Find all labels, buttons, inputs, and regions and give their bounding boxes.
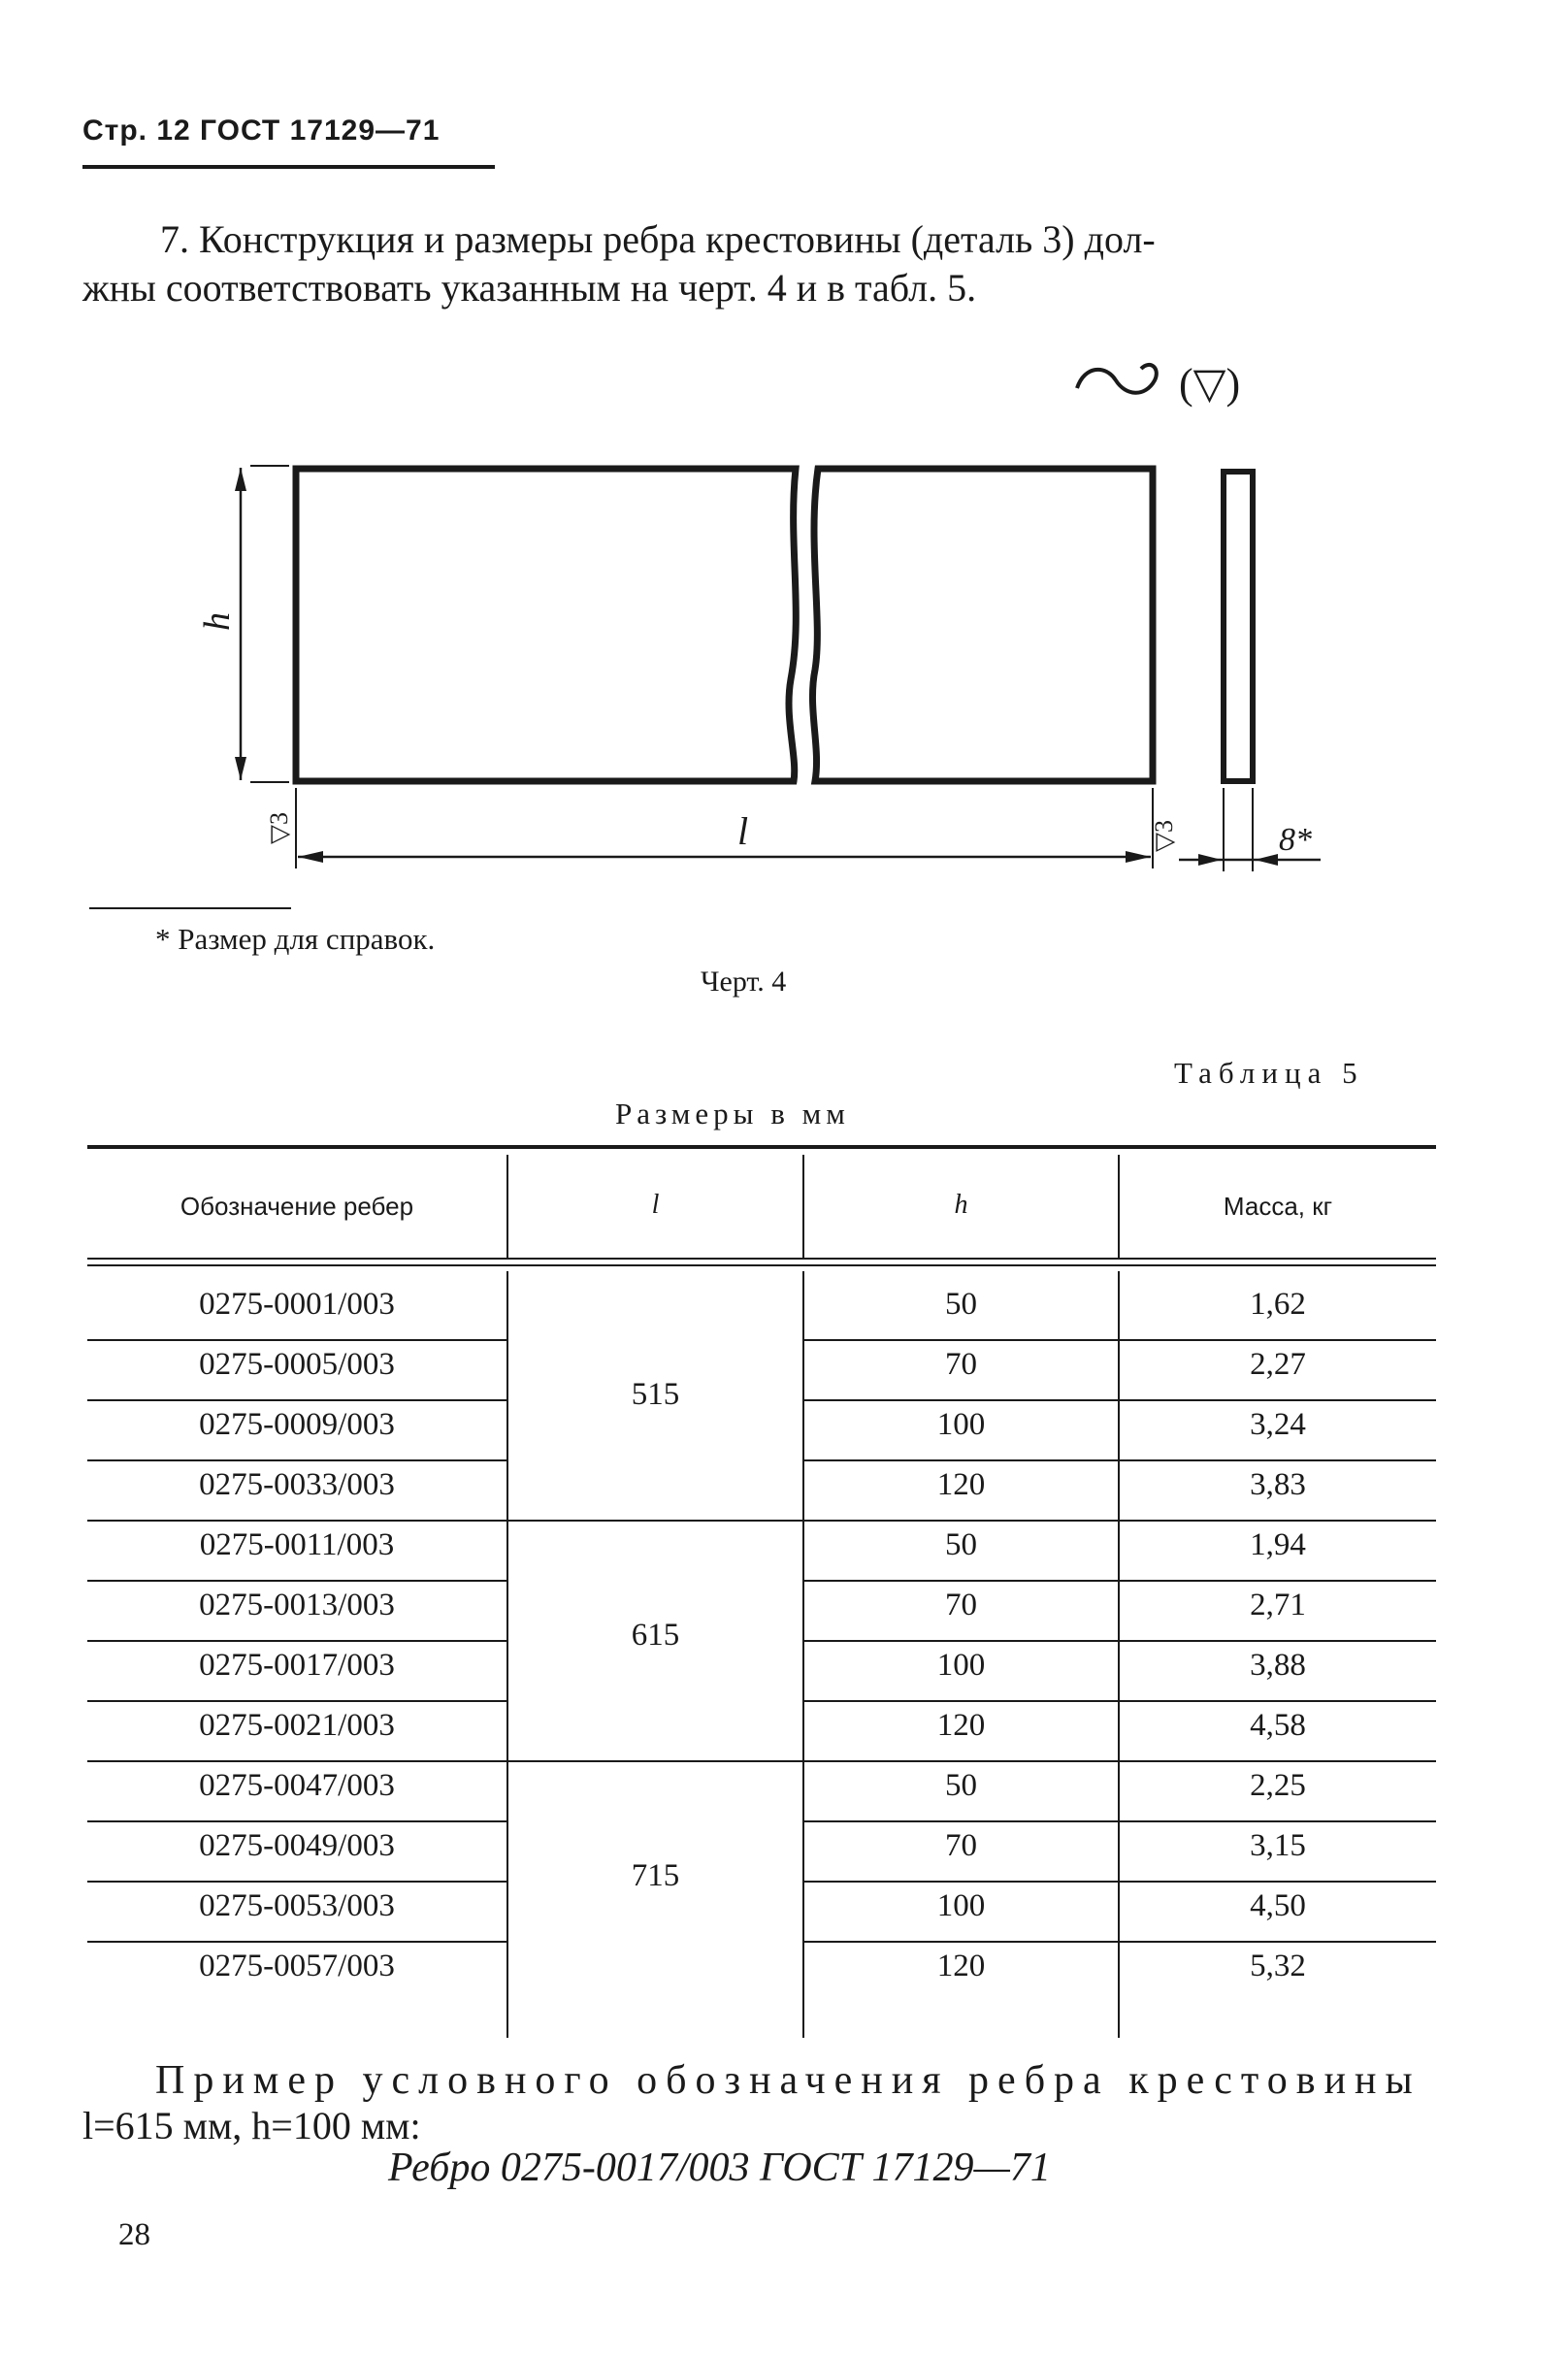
rib-mass: 3,83 bbox=[1250, 1467, 1306, 1502]
rib-mass: 4,58 bbox=[1250, 1708, 1306, 1743]
rib-designation: 0275-0009/003 bbox=[199, 1407, 395, 1442]
technical-drawing bbox=[0, 330, 1568, 902]
plate-left-part bbox=[296, 469, 796, 781]
rib-designation: 0275-0021/003 bbox=[199, 1708, 395, 1743]
thickness-label: 8* bbox=[1279, 822, 1312, 858]
rib-height: 70 bbox=[945, 1588, 977, 1622]
rib-height: 120 bbox=[936, 1708, 986, 1743]
roughness-left-label: ▽3 bbox=[265, 812, 293, 844]
rib-mass: 2,71 bbox=[1250, 1588, 1306, 1622]
row-rule bbox=[804, 1459, 1436, 1461]
row-rule bbox=[804, 1339, 1436, 1341]
rib-length: 715 bbox=[631, 1858, 680, 1893]
rib-height: 50 bbox=[945, 1768, 977, 1803]
group-rule bbox=[508, 1520, 802, 1522]
surface-finish-icon bbox=[1077, 365, 1157, 393]
rib-mass: 2,25 bbox=[1250, 1768, 1306, 1803]
rib-designation: 0275-0001/003 bbox=[199, 1287, 395, 1322]
example-designation: Ребро 0275-0017/003 ГОСТ 17129—71 bbox=[388, 2146, 1051, 2190]
rib-designation: 0275-0047/003 bbox=[199, 1768, 395, 1803]
rib-designation: 0275-0053/003 bbox=[199, 1888, 395, 1923]
footnote-rule bbox=[89, 907, 291, 909]
row-rule bbox=[87, 1459, 506, 1461]
plate-right-part bbox=[812, 469, 1153, 781]
footnote: * Размер для справок. bbox=[155, 922, 436, 956]
rib-mass: 1,94 bbox=[1250, 1527, 1306, 1562]
table-top-rule bbox=[87, 1145, 1436, 1149]
row-rule bbox=[804, 1580, 1436, 1582]
rib-height: 100 bbox=[936, 1407, 986, 1442]
row-rule bbox=[87, 1820, 506, 1822]
example-parameters: l=615 мм, h=100 мм: bbox=[82, 2104, 421, 2147]
row-rule bbox=[804, 1941, 1436, 1943]
rib-mass: 3,88 bbox=[1250, 1648, 1306, 1683]
rib-height: 100 bbox=[936, 1648, 986, 1683]
length-label: l bbox=[737, 809, 749, 853]
rib-height: 100 bbox=[936, 1888, 986, 1923]
rib-designation: 0275-0005/003 bbox=[199, 1347, 395, 1382]
page-number: 28 bbox=[118, 2217, 150, 2252]
paragraph-7 bbox=[82, 215, 1441, 312]
row-rule bbox=[804, 1520, 1436, 1522]
paragraph-line-2: жны соответствовать указанным на черт. 4 и в табл. 5. bbox=[82, 266, 977, 310]
rib-designation: 0275-0017/003 bbox=[199, 1648, 395, 1683]
rib-designation: 0275-0057/003 bbox=[199, 1949, 395, 1983]
paragraph-line-1: 7. Конструкция и размеры ребра крестовины (деталь 3) дол- bbox=[160, 217, 1156, 261]
row-rule bbox=[804, 1760, 1436, 1762]
header-rule-2 bbox=[87, 1264, 1436, 1266]
rib-height: 70 bbox=[945, 1347, 977, 1382]
rib-height: 120 bbox=[936, 1467, 986, 1502]
plate-side-view bbox=[1224, 472, 1253, 781]
row-rule bbox=[804, 1820, 1436, 1822]
row-rule bbox=[87, 1339, 506, 1341]
drawing-caption: Черт. 4 bbox=[701, 966, 787, 998]
row-rule bbox=[87, 1399, 506, 1401]
rib-mass: 3,15 bbox=[1250, 1828, 1306, 1863]
rib-height: 120 bbox=[936, 1949, 986, 1983]
rib-designation: 0275-0049/003 bbox=[199, 1828, 395, 1863]
rib-length: 515 bbox=[631, 1377, 680, 1412]
rib-length: 615 bbox=[631, 1618, 680, 1653]
row-rule bbox=[87, 1941, 506, 1943]
column-header-l: l bbox=[651, 1190, 660, 1220]
header-rule bbox=[82, 165, 495, 169]
row-rule bbox=[87, 1520, 506, 1522]
row-rule bbox=[804, 1399, 1436, 1401]
row-rule bbox=[804, 1640, 1436, 1642]
row-rule bbox=[87, 1700, 506, 1702]
row-rule bbox=[87, 1760, 506, 1762]
row-rule bbox=[804, 1700, 1436, 1702]
rib-height: 50 bbox=[945, 1287, 977, 1322]
height-label: h bbox=[197, 612, 238, 631]
row-rule bbox=[87, 1640, 506, 1642]
roughness-callout: (▽) bbox=[1179, 360, 1241, 408]
header-rule-1 bbox=[87, 1258, 1436, 1260]
table-title: Таблица 5 bbox=[1174, 1056, 1364, 1090]
row-rule bbox=[804, 1881, 1436, 1883]
row-rule bbox=[87, 1580, 506, 1582]
example-heading: Пример условного обозначения ребра крестовины bbox=[155, 2058, 1421, 2103]
rib-mass: 5,32 bbox=[1250, 1949, 1306, 1983]
rib-mass: 4,50 bbox=[1250, 1888, 1306, 1923]
rib-mass: 3,24 bbox=[1250, 1407, 1306, 1442]
rib-designation: 0275-0013/003 bbox=[199, 1588, 395, 1622]
rib-designation: 0275-0033/003 bbox=[199, 1467, 395, 1502]
rib-mass: 2,27 bbox=[1250, 1347, 1306, 1382]
group-rule bbox=[508, 1760, 802, 1762]
page-header: Стр. 12 ГОСТ 17129—71 bbox=[82, 115, 441, 147]
rib-mass: 1,62 bbox=[1250, 1287, 1306, 1322]
column-header-mass: Масса, кг bbox=[1223, 1192, 1333, 1221]
column-header-h: h bbox=[954, 1190, 968, 1220]
rib-height: 50 bbox=[945, 1527, 977, 1562]
table-units: Размеры в мм bbox=[615, 1097, 850, 1130]
rib-height: 70 bbox=[945, 1828, 977, 1863]
row-rule bbox=[87, 1881, 506, 1883]
column-header-designation: Обозначение ребер bbox=[180, 1192, 414, 1221]
roughness-right-label: ▽3 bbox=[1150, 820, 1178, 852]
rib-designation: 0275-0011/003 bbox=[199, 1527, 395, 1562]
